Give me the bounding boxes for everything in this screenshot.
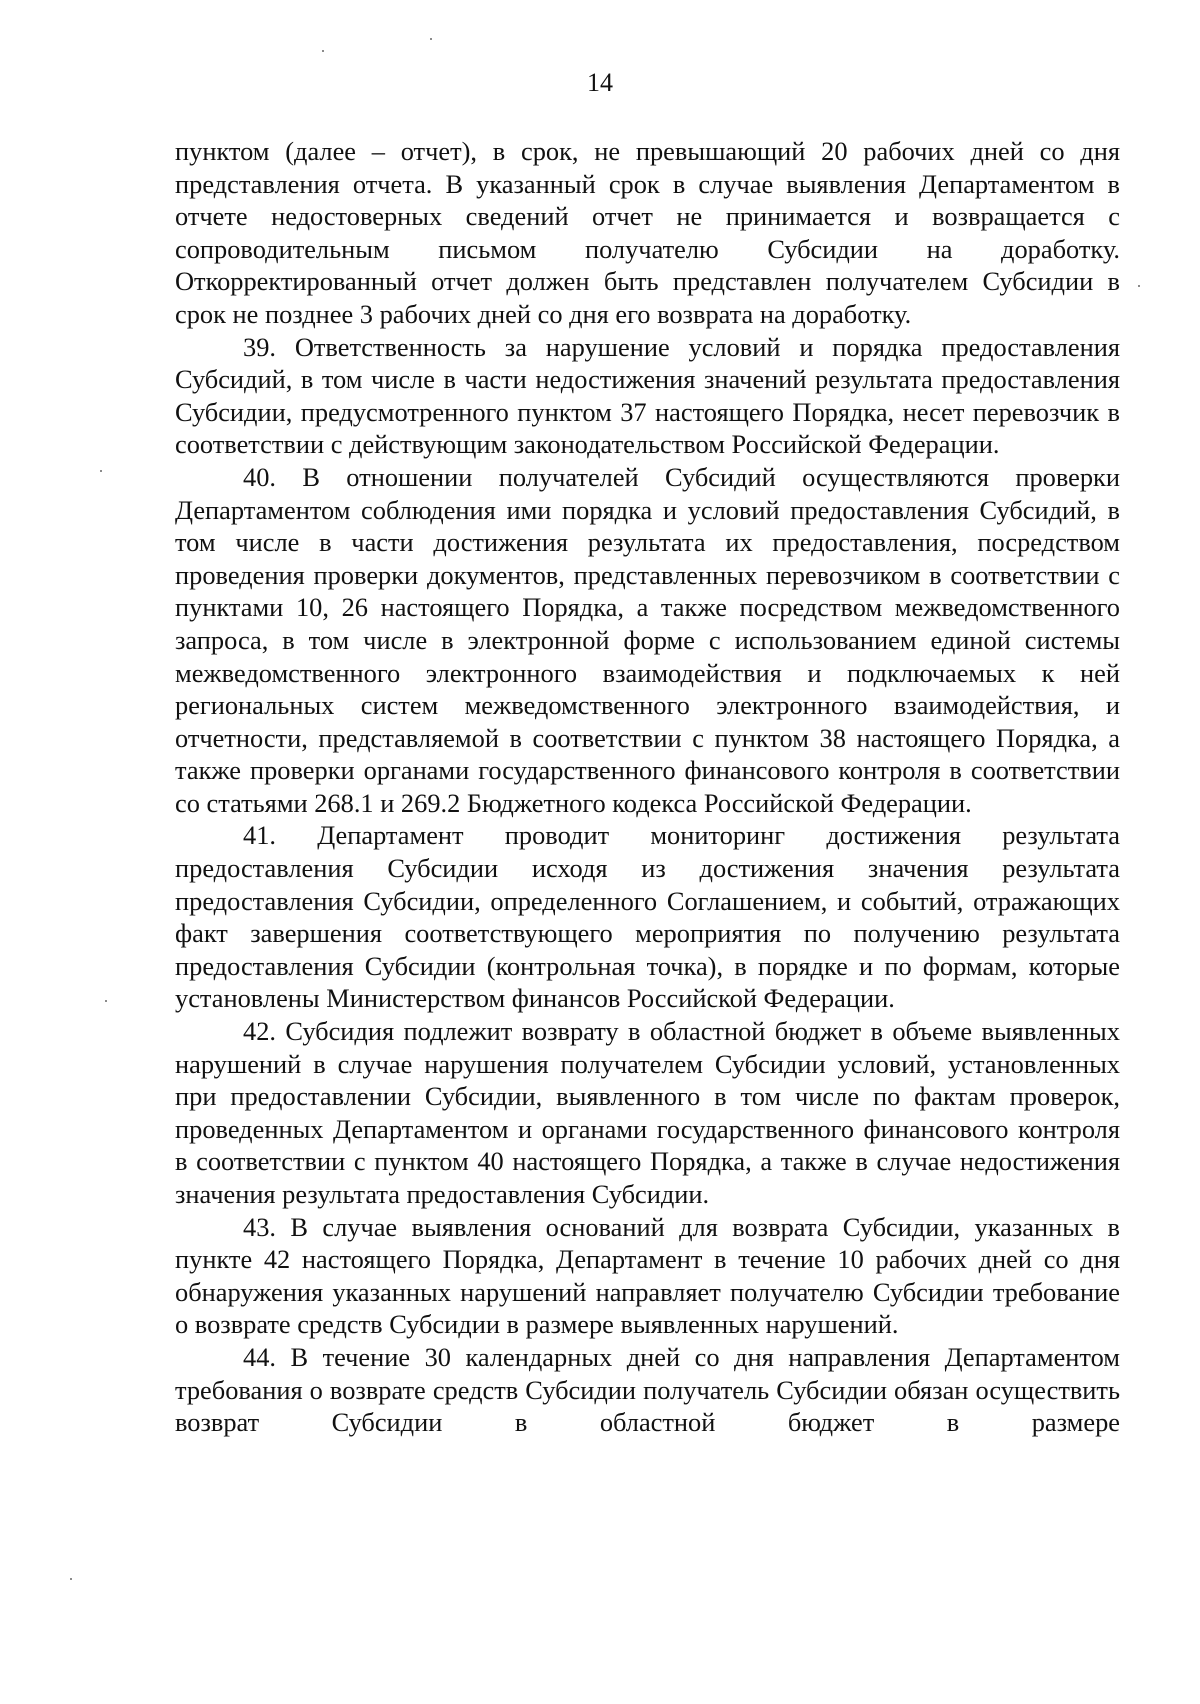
paragraph-42: 42. Субсидия подлежит возврату в областной бюджет в объеме выявленных нарушений в случае нарушения получателем Субсидии условий, установленных при предоставлении Субсидии, выявленного в том числе по фактам проверок, проведенных Департаментом и органами государственного финансового контроля в соответствии с пунктом 40 настоящего Порядка, а также в случае недостижения значения результата предоставления Субсидии.: [175, 1016, 1120, 1209]
scan-speck: [100, 470, 102, 472]
scan-speck: [70, 1578, 72, 1580]
scan-speck: [1138, 285, 1140, 287]
paragraph-continuation: пунктом (далее – отчет), в срок, не превышающий 20 рабочих дней со дня представления отчета. В указанный срок в случае выявления Департаментом в отчете недостоверных сведений отчет не принимается и возвращается с сопроводительным письмом получателю Субсидии на доработку. Откорректированный отчет должен быть представлен получателем Субсидии в срок не позднее 3 рабочих дней со дня его возврата на доработку.: [175, 136, 1120, 329]
paragraph-40: 40. В отношении получателей Субсидий осуществляются проверки Департаментом соблюдения ими порядка и условий предоставления Субсидий, в том числе в части достижения результата их предоставления, посредством проведения проверки документов, представленных перевозчиком в соответствии с пунктами 10, 26 настоящего Порядка, а также посредством межведомственного запроса, в том числе в электронной форме с использованием единой системы межведомственного электронного взаимодействия и подключаемых к ней региональных систем межведомственного электронного взаимодействия, и отчетности, представляемой в соответствии с пунктом 38 настоящего Порядка, а также проверки органами государственного финансового контроля в соответствии со статьями 268.1 и 269.2 Бюджетного кодекса Российской Федерации.: [175, 461, 1120, 818]
scan-speck: [105, 1000, 107, 1002]
scan-speck: [322, 50, 324, 52]
document-body: [175, 135, 1120, 1439]
page-number: 14: [587, 68, 613, 97]
paragraph-44: 44. В течение 30 календарных дней со дня направления Департаментом требования о возврате средств Субсидии получатель Субсидии обязан осуществить возврат Субсидии в областной бюджет в размере: [175, 1341, 1120, 1438]
scan-speck: [430, 38, 432, 40]
paragraph-41: 41. Департамент проводит мониторинг достижения результата предоставления Субсидии исходя из достижения значения результата предоставления Субсидии, определенного Соглашением, и событий, отражающих факт завершения соответствующего мероприятия по получению результата предоставления Субсидии (контрольная точка), в порядке и по формам, которые установлены Министерством финансов Российской Федерации.: [175, 820, 1120, 1014]
paragraph-39: 39. Ответственность за нарушение условий и порядка предоставления Субсидий, в том числе в части недостижения значений результата предоставления Субсидии, предусмотренного пунктом 37 настоящего Порядка, несет перевозчик в соответствии с действующим законодательством Российской Федерации.: [175, 331, 1120, 460]
paragraph-43: 43. В случае выявления оснований для возврата Субсидии, указанных в пункте 42 настоящего Порядка, Департамент в течение 10 рабочих дней со дня обнаружения указанных нарушений направляет получателю Субсидии требование о возврате средств Субсидии в размере выявленных нарушений.: [175, 1211, 1120, 1340]
